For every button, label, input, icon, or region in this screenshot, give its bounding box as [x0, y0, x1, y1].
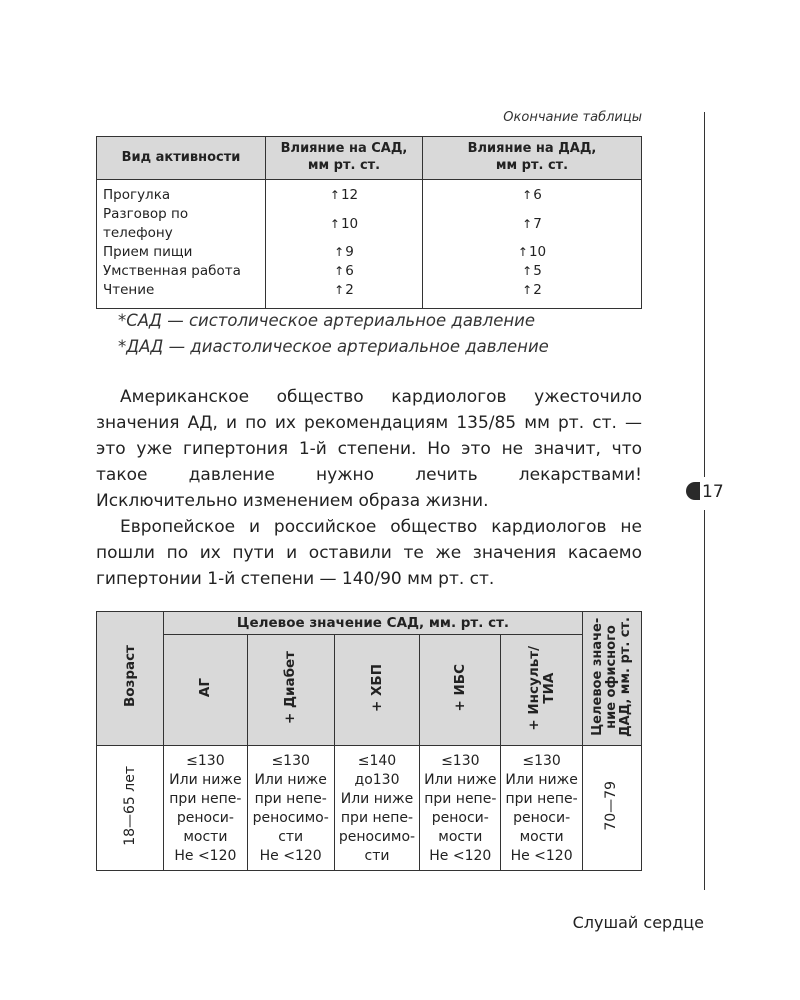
- arrow-up-icon: ↑: [522, 283, 533, 297]
- book-title-footer: Слушай сердце: [572, 913, 704, 932]
- age-cell: [97, 746, 164, 871]
- header-activity: Вид активности: [97, 137, 266, 180]
- activity-cell-text: Чтение: [103, 282, 155, 298]
- arrow-up-icon: ↑: [329, 216, 340, 231]
- header-target-dad-label: Целевое значе- ние офисного ДАД, мм. рт. ст.: [589, 616, 633, 737]
- target-cell: ≤130 Или ниже при непе- реноси- мости Не <120: [501, 746, 582, 871]
- target-cell: ≤130 Или ниже при непе- реносимо- сти Не <120: [247, 746, 334, 871]
- margin-rule-bottom: [704, 510, 705, 890]
- activity-cell-text: Прием пищи: [103, 244, 193, 260]
- sub-header-row: [97, 635, 642, 746]
- activity-cell-text: Прогулка: [103, 187, 171, 203]
- arrow-up-icon: ↑: [334, 283, 345, 297]
- sad-cell: [266, 243, 423, 262]
- activity-bp-table: [96, 136, 642, 309]
- arrow-up-icon: ↑: [522, 264, 533, 278]
- sad-cell-text: 2: [345, 282, 354, 298]
- activity-cell: [97, 281, 266, 309]
- sub-header-label: + ХБП: [368, 663, 385, 712]
- dad-cell-text: 10: [528, 244, 547, 260]
- sub-header-label: АГ: [196, 678, 213, 698]
- activity-cell: [97, 180, 266, 206]
- dad-target-value: 70—79: [603, 781, 620, 831]
- header-target-dad: [582, 612, 641, 746]
- dad-cell-text: 5: [533, 263, 542, 279]
- activity-cell: [97, 243, 266, 262]
- sub-header-label: + Инсульт/ ТИА: [525, 645, 557, 731]
- sad-cell: [266, 180, 423, 206]
- page-marker-tab: [686, 482, 700, 500]
- table-row: [97, 262, 642, 281]
- activity-cell: [97, 205, 266, 243]
- table-continuation-caption: Окончание таблицы: [503, 110, 642, 125]
- footnote-dad: *ДАД — диастолическое артериальное давление: [118, 337, 549, 356]
- target-bp-table: [96, 611, 642, 871]
- activity-cell: [97, 262, 266, 281]
- table-header-row: [97, 137, 642, 180]
- arrow-up-icon: ↑: [334, 245, 345, 259]
- sad-cell-text: 10: [340, 215, 359, 232]
- sub-header-4: [501, 635, 582, 746]
- header-dad: Влияние на ДАД, мм рт. ст.: [423, 137, 642, 180]
- arrow-up-icon: ↑: [329, 188, 340, 202]
- arrow-up-icon: ↑: [334, 264, 345, 278]
- table-row: [97, 746, 642, 871]
- activity-cell-text: Разговор по телефону: [103, 206, 189, 241]
- sub-header-2: [334, 635, 419, 746]
- dad-target-cell: [582, 746, 641, 871]
- table-row: [97, 180, 642, 206]
- target-cell: ≤130 Или ниже при непе- реноси- мости Не <120: [420, 746, 501, 871]
- sad-cell: [266, 205, 423, 243]
- dad-cell: [423, 205, 642, 243]
- activity-cell-text: Умственная работа: [103, 263, 241, 279]
- header-age: [97, 612, 164, 746]
- dad-cell: [423, 243, 642, 262]
- dad-cell: [423, 262, 642, 281]
- dad-cell-text: 6: [533, 187, 542, 203]
- arrow-up-icon: ↑: [517, 245, 528, 259]
- dad-cell-text: 2: [533, 282, 542, 298]
- footnote-sad: *САД — систолическое артериальное давление: [118, 311, 536, 330]
- dad-cell-text: 7: [533, 215, 542, 232]
- arrow-up-icon: ↑: [522, 216, 533, 231]
- target-cell: ≤140 до130 Или ниже при непе- реносимо- сти: [334, 746, 419, 871]
- sub-header-1: [247, 635, 334, 746]
- header-age-label: Возраст: [121, 645, 138, 708]
- sub-header-label: + ИБС: [451, 664, 468, 712]
- sad-cell-text: 12: [340, 187, 359, 203]
- header-sad: Влияние на САД, мм рт. ст.: [266, 137, 423, 180]
- arrow-up-icon: ↑: [522, 188, 533, 202]
- dad-cell: [423, 281, 642, 309]
- margin-rule-top: [704, 112, 705, 477]
- sad-cell-text: 6: [345, 263, 354, 279]
- paragraph-american: Американское общество кардиологов ужесточило значения АД, и по их рекомендациям 135/85 мм рт. ст. — это уже гипертония 1-й степени. Но это не значит, что такое давление нужно лечить лекарствами! Исключительно изменением образа жизни.: [96, 387, 642, 511]
- dad-cell: [423, 180, 642, 206]
- page-number: 17: [702, 482, 724, 502]
- sub-header-3: [420, 635, 501, 746]
- sub-header-label: + Диабет: [282, 651, 299, 725]
- age-value: 18—65 лет: [121, 766, 138, 846]
- table-row: [97, 281, 642, 309]
- sad-cell: [266, 262, 423, 281]
- paragraph-european: Европейское и российское общество кардиологов не пошли по их пути и оставили те же значения касаемо гипертонии 1-й степени — 140/90 мм рт. ст.: [96, 517, 642, 589]
- table-row: [97, 243, 642, 262]
- activity-table-body: [97, 180, 642, 309]
- sad-cell: [266, 281, 423, 309]
- sad-cell-text: 9: [345, 244, 354, 260]
- table-row: [97, 205, 642, 243]
- sub-header-0: [164, 635, 247, 746]
- target-cell: ≤130 Или ниже при непе- реноси- мости Не <120: [164, 746, 247, 871]
- header-target-sad: Целевое значение САД, мм. рт. ст.: [164, 612, 583, 635]
